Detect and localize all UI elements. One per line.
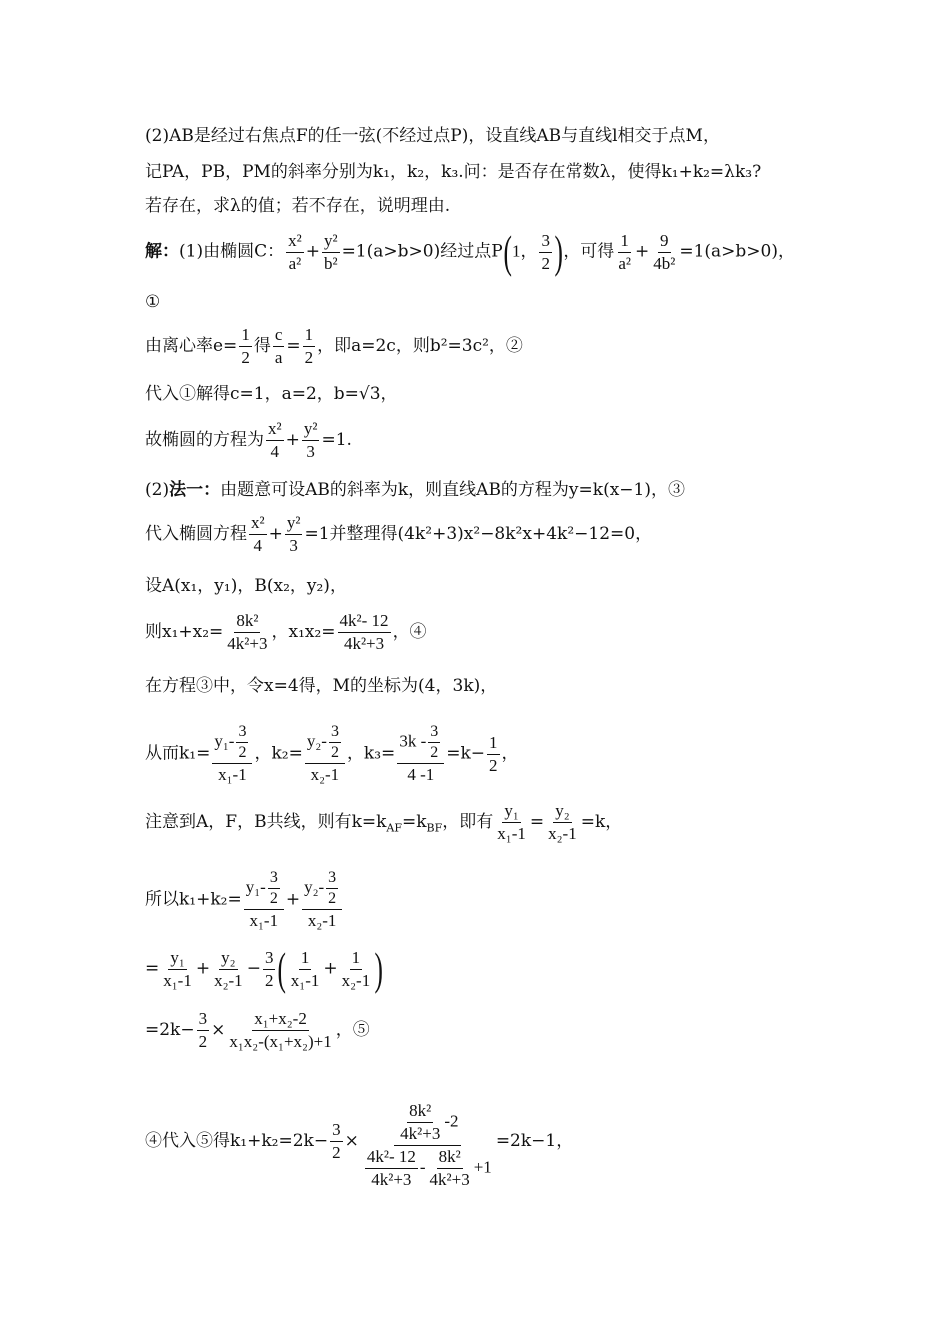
fraction: $\frac{\text{4k²- 12}}{\text{4k²+3}}$ (339, 611, 389, 653)
fraction: $\frac{\text{y₂}}{\text{x₂-1}}$ (548, 801, 577, 843)
question-line-1: (2)AB是经过右焦点F的任一弦(不经过点P)，设直线AB与直线l相交于点M， (145, 126, 720, 146)
fraction: y₂- $\frac{3}{2}$ x₂-1 (302, 868, 342, 932)
fraction: $\frac{1}{2}$ (489, 732, 498, 775)
solution-line-14: 从而k₁= y₁- $\frac{3}{2}$ x₁-1 ，k₂= y₂- $\frac{3}{2}$ x₂-1 ，k₃= 3k - $\frac{3}{2}$ 4 -1 =k− $\frac{1}{2}$ ， (145, 723, 519, 784)
fraction: $\frac{3}{2}$ (198, 1009, 208, 1051)
fraction: $\frac{1}{\text{a²}}$ (618, 230, 631, 273)
fraction: $\frac{c}{a}$ (274, 325, 283, 367)
fraction: $\frac{\text{y₂}}{\text{x₂-1}}$ (214, 947, 243, 990)
fraction: $\frac{9}{\text{4b²}}$ (653, 230, 676, 273)
fraction: $\frac{\text{x²}}{4}$ (251, 513, 265, 555)
fraction: $\frac{\text{4k²- 12}}{\text{4k²+3}}$ (366, 1147, 416, 1189)
fraction: $\frac{\text{y²}}{3}$ (303, 419, 318, 461)
fraction: $\frac{1}{2}$ (304, 325, 314, 367)
fraction: $\frac{1}{\text{x₁-1}}$ (290, 947, 320, 990)
solution-line-19: ④代入⑤得k₁+k₂=2k− $\frac{3}{2}$ × $\frac{\text{8k²}}{\text{4k²+3}}$ -2 $\frac{\text{4k²- 12}}{\text{4k²+3}}$ - $\frac{\text{8k²}}{\text{4k²+3}}$ +1 =2k−1， (145, 1101, 574, 1189)
fraction: $\frac{\text{x²}}{4}$ (268, 419, 282, 461)
fraction: $\frac{\text{y₁}}{\text{x₁-1}}$ (163, 947, 192, 990)
solution-line-10: 代入椭圆方程 $\frac{\text{x²}}{4}$ + $\frac{\text{y²}}{3}$ =1并整理得(4k²+3)x²−8k²x+4k²−12=0， (145, 513, 653, 555)
fraction: y₁- $\frac{3}{2}$ x₁-1 (244, 868, 284, 932)
fraction: $\frac{\text{y²}}{\text{b²}}$ (323, 230, 338, 273)
solution-line-16: 所以k₁+k₂= y₁- $\frac{3}{2}$ x₁-1 + y₂- $\frac{3}{2}$ x₂-1 (145, 868, 344, 932)
fraction: $\frac{\text{8k²}}{\text{4k²+3}}$ (400, 1101, 441, 1143)
fraction: 3k - $\frac{3}{2}$ 4 -1 (397, 722, 444, 786)
fraction: $\frac{\text{x²}}{\text{a²}}$ (288, 230, 302, 273)
solution-line-4: 解：(1)由椭圆C： $\frac{\text{x²}}{\text{a²}}$ + $\frac{\text{y²}}{\text{b²}}$ =1(a>b>0)经过点P(1， $\frac{3}{2}$ )，可得 $\frac{1}{\text{a²}}$ + $\frac{9}{\text{4b²}}$ =1(a>b>0)， (145, 226, 795, 277)
fraction: $\frac{3}{2}$ (264, 947, 274, 990)
solution-line-8: 故椭圆的方程为 $\frac{\text{x²}}{4}$ + $\frac{\text{y²}}{3}$ =1. (145, 419, 352, 461)
solution-line-13: 在方程③中，令x=4得，M的坐标为(4，3k)， (145, 676, 498, 696)
fraction: $\frac{\text{x₁+x₂-2}}{\text{x₁x₂-(x₁+x₂)+1}}$ (229, 1009, 332, 1051)
fraction: $\frac{3}{2}$ (332, 1120, 341, 1162)
solution-line-9: (2)法一：由题意可设AB的斜率为k，则直线AB的方程为y=k(x−1)，③ (145, 480, 685, 500)
solution-line-11: 设A(x₁，y₁)，B(x₂，y₂)， (145, 576, 347, 596)
fraction: $\frac{\text{8k²}}{\text{4k²+3}}$ (227, 611, 268, 653)
solution-line-18: =2k− $\frac{3}{2}$ × $\frac{\text{x₁+x₂-2}}{\text{x₁x₂-(x₁+x₂)+1}}$ ，⑤ (145, 1009, 370, 1051)
solution-line-15: 注意到A，F，B共线，则有$k=k_{AF}=k_{BF}$，即有 $\frac{\text{y₁}}{\text{x₁-1}}$ = $\frac{\text{y₂}}{\text{x₂-1}}$ =k， (145, 801, 623, 843)
solution-line-5: ① (145, 292, 161, 312)
fraction: y₂- $\frac{3}{2}$ x₂-1 (305, 722, 345, 786)
solution-line-17: = $\frac{\text{y₁}}{\text{x₁-1}}$ + $\frac{\text{y₂}}{\text{x₂-1}}$ − $\frac{3}{2}$ ( $\frac{1}{\text{x₁-1}}$ + $\frac{1}{\text{x₂-1}}$ ) (145, 943, 384, 994)
question-line-2: 记PA，PB，PM的斜率分别为k₁，k₂，k₃.问：是否存在常数λ，使得k₁+k₂=λk₃? (145, 162, 762, 182)
fraction: $\frac{1}{2}$ (241, 325, 250, 367)
question-line-3: 若存在，求λ的值；若不存在，说明理由. (145, 196, 451, 216)
fraction: $\frac{1}{\text{x₂-1}}$ (341, 947, 371, 990)
solution-label: 解： (145, 241, 179, 262)
fraction: $\frac{3}{2}$ (541, 230, 550, 273)
fraction: $\frac{\text{8k²}}{\text{4k²+3}}$ (429, 1147, 470, 1189)
fraction: y₁- $\frac{3}{2}$ x₁-1 (212, 722, 252, 786)
solution-line-7: 代入①解得c=1，a=2，b=√3， (145, 384, 398, 404)
method-label: 法一： (169, 480, 221, 500)
solution-line-6: 由离心率e= $\frac{1}{2}$ 得 $\frac{c}{a}$ = $\frac{1}{2}$ ，即a=2c，则b²=3c²，② (145, 325, 523, 367)
fraction: $\frac{\text{y²}}{3}$ (286, 513, 301, 555)
solution-line-12: 则x₁+x₂= $\frac{\text{8k²}}{\text{4k²+3}}$ ，x₁x₂= $\frac{\text{4k²- 12}}{\text{4k²+3}}$ ，④ (145, 611, 427, 653)
fraction: $\frac{\text{y₁}}{\text{x₁-1}}$ (497, 801, 526, 843)
compound-fraction: $\frac{\text{8k²}}{\text{4k²+3}}$ -2 $\frac{\text{4k²- 12}}{\text{4k²+3}}$ - $\frac{\text{8k²}}{\text{4k²+3}}$ +1 (366, 1101, 492, 1189)
